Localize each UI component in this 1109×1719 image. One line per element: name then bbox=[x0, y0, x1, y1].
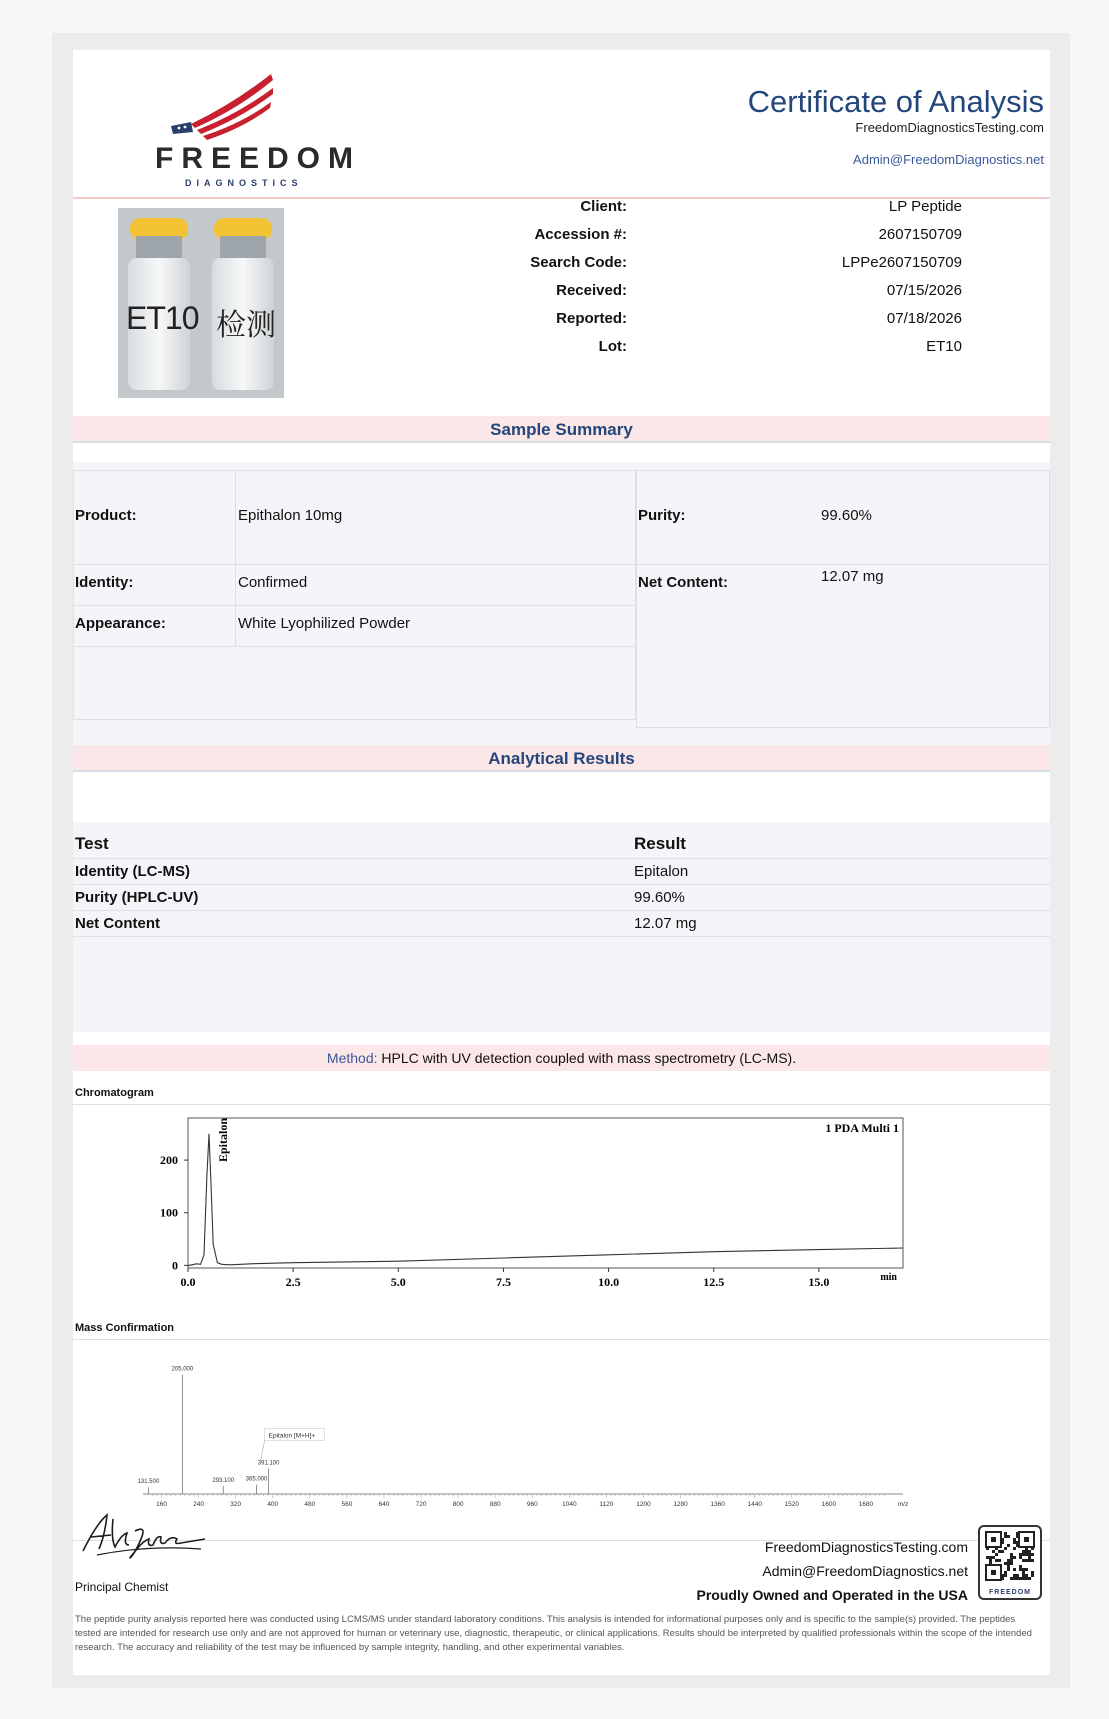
qr-module bbox=[1025, 1553, 1028, 1556]
qr-module bbox=[1019, 1577, 1022, 1580]
qr-module bbox=[995, 1559, 998, 1562]
qr-module bbox=[1028, 1553, 1031, 1556]
result-value: Epitalon bbox=[634, 863, 689, 880]
qr-module bbox=[1010, 1553, 1013, 1556]
qr-module bbox=[1031, 1553, 1034, 1556]
qr-module bbox=[1019, 1565, 1022, 1568]
summary-left-panel bbox=[73, 470, 636, 720]
principal-chemist-label: Principal Chemist bbox=[75, 1580, 169, 1594]
qr-module bbox=[1013, 1538, 1016, 1541]
qr-module bbox=[1031, 1574, 1034, 1577]
qr-module bbox=[998, 1559, 1001, 1562]
peak-label: Epitalon bbox=[216, 1117, 231, 1162]
x-tick-label: 1440 bbox=[747, 1501, 762, 1508]
qr-module bbox=[1028, 1559, 1031, 1562]
client-info-label: Search Code: bbox=[530, 254, 627, 271]
footer-website[interactable]: FreedomDiagnosticsTesting.com bbox=[764, 1539, 968, 1555]
annotation-leader bbox=[261, 1440, 265, 1460]
result-test-name: Net Content bbox=[75, 915, 160, 932]
identity-label: Identity: bbox=[75, 574, 134, 591]
chromatogram-chart bbox=[73, 1108, 1050, 1308]
x-tick-label: 2.5 bbox=[285, 1275, 301, 1289]
x-tick-label: 560 bbox=[341, 1501, 353, 1508]
qr-module bbox=[992, 1550, 995, 1553]
result-value: 99.60% bbox=[634, 889, 685, 906]
peak-label: 365.000 bbox=[245, 1476, 268, 1483]
x-tick-label: 1680 bbox=[858, 1501, 874, 1508]
qr-module bbox=[1028, 1577, 1031, 1580]
qr-module bbox=[986, 1556, 989, 1559]
column-header-test: Test bbox=[75, 834, 109, 853]
qr-module bbox=[1022, 1577, 1025, 1580]
summary-row-divider bbox=[73, 564, 1050, 565]
eagle-wing-icon bbox=[113, 64, 313, 142]
signature bbox=[77, 1505, 207, 1565]
x-tick-label: m/z bbox=[897, 1501, 909, 1508]
qr-module bbox=[1013, 1574, 1016, 1577]
qr-module bbox=[1022, 1574, 1025, 1577]
chromatogram-label: Chromatogram bbox=[75, 1087, 154, 1099]
x-tick-label: 1600 bbox=[821, 1501, 837, 1508]
client-info-label: Reported: bbox=[556, 310, 627, 327]
analytical-results-table bbox=[73, 822, 1050, 1032]
x-tick-label: 800 bbox=[452, 1501, 464, 1508]
x-tick-label: 400 bbox=[267, 1501, 279, 1508]
purity-label: Purity: bbox=[638, 507, 686, 524]
client-info-value: ET10 bbox=[926, 338, 962, 355]
table-header-row bbox=[73, 822, 1050, 859]
x-tick-label: 640 bbox=[378, 1501, 390, 1508]
method-label: Method: bbox=[326, 1050, 378, 1066]
peak-label: 293.100 bbox=[212, 1477, 235, 1484]
qr-module bbox=[992, 1556, 995, 1559]
qr-module bbox=[1004, 1571, 1007, 1574]
qr-module bbox=[1007, 1565, 1010, 1568]
table-row bbox=[73, 911, 1050, 937]
column-header-result: Result bbox=[634, 834, 686, 853]
mass-spectrum-chart bbox=[73, 1342, 1050, 1532]
x-tick-label: 1120 bbox=[599, 1501, 614, 1508]
chart-legend-title: 1 PDA Multi 1 bbox=[825, 1121, 899, 1135]
summary-row-divider bbox=[73, 605, 636, 606]
peak-label: 205.000 bbox=[171, 1366, 194, 1373]
qr-module bbox=[1007, 1535, 1010, 1538]
qr-module bbox=[1013, 1541, 1016, 1544]
qr-finder-center bbox=[991, 1570, 996, 1575]
series-line bbox=[188, 1134, 903, 1266]
summary-row-divider bbox=[73, 646, 636, 647]
qr-module bbox=[1031, 1559, 1034, 1562]
logo-wordmark: FREEDOM bbox=[155, 142, 361, 175]
freedom-logo bbox=[113, 64, 361, 188]
qr-module bbox=[1028, 1556, 1031, 1559]
qr-finder-center bbox=[1024, 1537, 1029, 1542]
qr-module bbox=[1013, 1556, 1016, 1559]
qr-module bbox=[1016, 1574, 1019, 1577]
qr-module bbox=[1013, 1547, 1016, 1550]
qr-module bbox=[1007, 1559, 1010, 1562]
qr-module bbox=[1007, 1544, 1010, 1547]
client-info-row bbox=[73, 226, 1050, 250]
y-tick-label: 100 bbox=[160, 1205, 178, 1220]
qr-module bbox=[1010, 1559, 1013, 1562]
qr-module bbox=[1007, 1562, 1010, 1565]
qr-module bbox=[1010, 1562, 1013, 1565]
qr-module bbox=[1022, 1553, 1025, 1556]
analytical-results-heading: Analytical Results bbox=[73, 745, 1050, 772]
qr-module bbox=[989, 1559, 992, 1562]
table-row bbox=[73, 859, 1050, 885]
peak-label: 131.500 bbox=[137, 1479, 160, 1486]
client-info-value: 07/15/2026 bbox=[886, 282, 962, 299]
qr-module bbox=[1031, 1571, 1034, 1574]
result-value: 12.07 mg bbox=[634, 915, 697, 932]
client-info-row bbox=[73, 198, 1050, 222]
qr-module bbox=[1022, 1550, 1025, 1553]
qr-module bbox=[1013, 1568, 1016, 1571]
qr-module bbox=[1007, 1568, 1010, 1571]
client-info-row bbox=[73, 338, 1050, 362]
qr-module bbox=[1001, 1550, 1004, 1553]
qr-module bbox=[1004, 1562, 1007, 1565]
footer-tagline: Proudly Owned and Operated in the USA bbox=[696, 1587, 968, 1603]
annotation-label: Epitalon [M+H]+ bbox=[268, 1432, 316, 1440]
client-info-row bbox=[73, 254, 1050, 278]
client-info-value: LP Peptide bbox=[888, 198, 962, 215]
purity-value: 99.60% bbox=[821, 507, 872, 524]
qr-caption: FREEDOM bbox=[989, 1589, 1031, 1596]
y-tick-label: 200 bbox=[160, 1153, 178, 1168]
certificate-page bbox=[73, 50, 1050, 1675]
x-tick-label: 720 bbox=[415, 1501, 427, 1508]
client-info-value: LPPe2607150709 bbox=[841, 254, 962, 271]
product-label: Product: bbox=[75, 507, 137, 524]
logo-subtitle: DIAGNOSTICS bbox=[185, 178, 303, 188]
method-text: HPLC with UV detection coupled with mass spectrometry (LC-MS). bbox=[381, 1050, 797, 1066]
summary-col-divider bbox=[235, 470, 236, 646]
qr-module bbox=[1022, 1559, 1025, 1562]
qr-module bbox=[1013, 1577, 1016, 1580]
x-tick-label: 1200 bbox=[636, 1501, 651, 1508]
qr-code-icon bbox=[980, 1527, 1040, 1583]
x-tick-label: 960 bbox=[526, 1501, 538, 1508]
qr-module bbox=[1016, 1577, 1019, 1580]
client-info-value: 2607150709 bbox=[878, 226, 962, 243]
identity-value: Confirmed bbox=[238, 574, 308, 591]
qr-module bbox=[1004, 1574, 1007, 1577]
client-info-row bbox=[73, 310, 1050, 334]
x-tick-label: 15.0 bbox=[808, 1275, 830, 1289]
mass-divider bbox=[73, 1339, 1050, 1340]
x-tick-label: 240 bbox=[193, 1501, 205, 1508]
product-value: Epithalon 10mg bbox=[238, 507, 343, 524]
qr-module bbox=[1028, 1550, 1031, 1553]
chromatogram-divider bbox=[73, 1104, 1050, 1105]
x-tick-label: 1280 bbox=[673, 1501, 688, 1508]
vial-label-1: ET10 bbox=[126, 300, 199, 336]
appearance-value: White Lyophilized Powder bbox=[238, 615, 411, 632]
qr-module bbox=[1025, 1574, 1028, 1577]
x-tick-label: 160 bbox=[156, 1501, 167, 1508]
method-banner bbox=[73, 1045, 1050, 1071]
sample-summary-table bbox=[73, 462, 1050, 752]
vial-label-2: 检测 bbox=[216, 309, 276, 342]
qr-module bbox=[1022, 1568, 1025, 1571]
x-tick-label: 1520 bbox=[784, 1501, 800, 1508]
x-axis-unit: min bbox=[880, 1272, 897, 1283]
header-email[interactable]: Admin@FreedomDiagnostics.net bbox=[853, 152, 1044, 167]
x-tick-label: 480 bbox=[304, 1501, 316, 1508]
qr-module bbox=[1025, 1559, 1028, 1562]
footer-email[interactable]: Admin@FreedomDiagnostics.net bbox=[762, 1563, 968, 1579]
x-tick-label: 0.0 bbox=[180, 1275, 196, 1289]
qr-module bbox=[1004, 1547, 1007, 1550]
qr-code[interactable] bbox=[978, 1525, 1042, 1600]
client-info-label: Accession #: bbox=[534, 226, 627, 243]
qr-module bbox=[995, 1553, 998, 1556]
peak-label: 391.100 bbox=[257, 1460, 280, 1467]
qr-module bbox=[1010, 1556, 1013, 1559]
plot-frame bbox=[188, 1118, 903, 1268]
x-tick-label: 10.0 bbox=[598, 1275, 620, 1289]
client-info-label: Received: bbox=[556, 282, 627, 299]
client-info-value: 07/18/2026 bbox=[886, 310, 962, 327]
qr-module bbox=[1004, 1532, 1007, 1535]
qr-module bbox=[1010, 1577, 1013, 1580]
qr-module bbox=[1004, 1535, 1007, 1538]
net-content-value: 12.07 mg bbox=[821, 568, 884, 585]
mass-confirmation-label: Mass Confirmation bbox=[75, 1322, 175, 1334]
qr-finder-center bbox=[991, 1537, 996, 1542]
client-info-label: Client: bbox=[580, 198, 627, 215]
qr-module bbox=[1025, 1568, 1028, 1571]
y-tick-label: 0 bbox=[172, 1258, 178, 1273]
client-info-label: Lot: bbox=[598, 338, 627, 355]
sample-summary-heading: Sample Summary bbox=[73, 416, 1050, 443]
qr-module bbox=[989, 1556, 992, 1559]
qr-module bbox=[1019, 1553, 1022, 1556]
x-tick-label: 320 bbox=[230, 1501, 242, 1508]
qr-module bbox=[1019, 1568, 1022, 1571]
x-tick-label: 1040 bbox=[562, 1501, 577, 1508]
x-tick-label: 880 bbox=[489, 1501, 501, 1508]
x-tick-label: 7.5 bbox=[495, 1275, 511, 1289]
result-test-name: Purity (HPLC-UV) bbox=[75, 889, 199, 906]
header-website: FreedomDiagnosticsTesting.com bbox=[855, 120, 1044, 135]
qr-module bbox=[1025, 1550, 1028, 1553]
disclaimer-text: The peptide purity analysis reported here was conducted using LCMS/MS under standard laboratory conditions. This analysis is intended for informational purposes only and is specific to the sample(s) provided. The peptides tested are intended for research use only and are not approved for human or veterinary use, diagnostic, therapeutic, or clinical applications. Results should be interpreted by qualified professionals within the scope of the intended research. The accuracy and reliability of the test may be influenced by sample integrity, handling, and other experimental variables. bbox=[75, 1614, 1032, 1653]
net-content-label: Net Content: bbox=[638, 574, 728, 591]
qr-module bbox=[1025, 1577, 1028, 1580]
table-row bbox=[73, 885, 1050, 911]
x-tick-label: 5.0 bbox=[390, 1275, 406, 1289]
client-info-row bbox=[73, 282, 1050, 306]
certificate-title: Certificate of Analysis bbox=[747, 84, 1044, 119]
qr-module bbox=[1022, 1571, 1025, 1574]
appearance-label: Appearance: bbox=[75, 615, 166, 632]
qr-module bbox=[998, 1550, 1001, 1553]
qr-module bbox=[1019, 1556, 1022, 1559]
x-tick-label: 12.5 bbox=[703, 1275, 725, 1289]
x-tick-label: 1360 bbox=[710, 1501, 725, 1508]
result-test-name: Identity (LC-MS) bbox=[75, 863, 190, 880]
